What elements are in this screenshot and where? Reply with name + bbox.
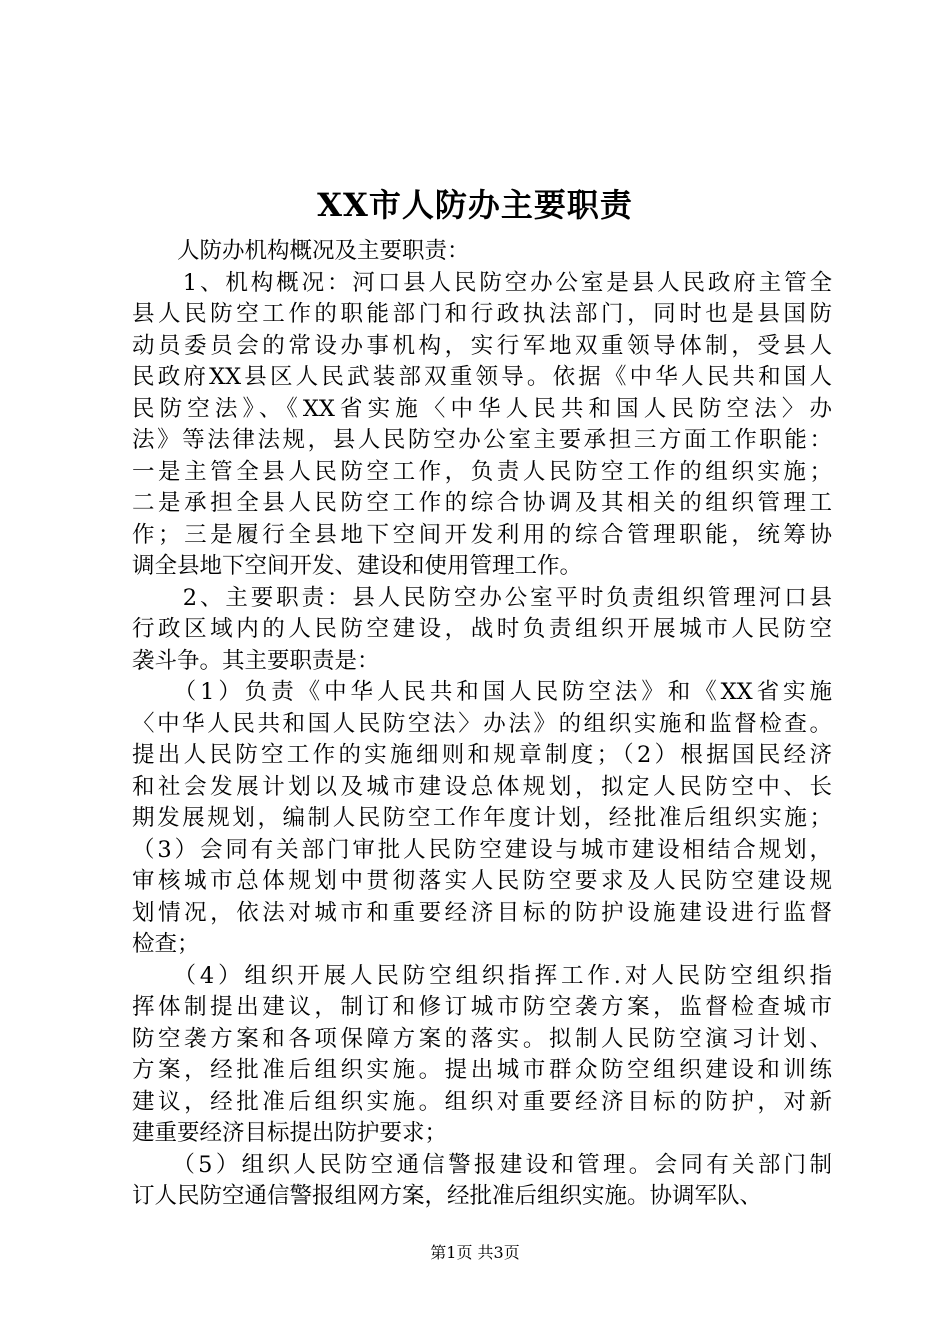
text-line: 行政区域内的人民防空建设，战时负责组织开展城市人民防空 (132, 616, 832, 642)
text-line: 和社会发展计划以及城市建设总体规划，拟定人民防空中、长 (132, 773, 832, 800)
text-line: 1、机构概况：河口县人民防空办公室是县人民政府主管全 (132, 269, 832, 296)
text-line: （1）负责《中华人民共和国人民防空法》和《XX省实施 (132, 679, 832, 705)
text-line: 袭斗争。其主要职责是： (132, 647, 380, 674)
text-line: 一是主管全县人民防空工作，负责人民防空工作的组织实施； (132, 458, 832, 485)
text-line: 民政府XX县区人民武装部双重领导。依据《中华人民共和国人 (132, 364, 832, 390)
text-line: 调全县地下空间开发、建设和使用管理工作。 (132, 553, 583, 579)
text-line: 人防办机构概况及主要职责： (132, 238, 470, 264)
page-footer: 第1页 共3页 (430, 1243, 520, 1262)
text-line: 2、主要职责：县人民防空办公室平时负责组织管理河口县 (132, 584, 832, 611)
text-line: 作；三是履行全县地下空间开发利用的综合管理职能，统筹协 (132, 521, 832, 548)
text-line: 防空袭方案和各项保障方案的落实。拟制人民防空演习计划、 (132, 1025, 832, 1052)
text-line: （3）会同有关部门审批人民防空建设与城市建设相结合规划， (132, 836, 832, 863)
text-line: 期发展规划，编制人民防空工作年度计划，经批准后组织实施； (132, 805, 832, 831)
text-line: 挥体制提出建议，制订和修订城市防空袭方案，监督检查城市 (132, 994, 832, 1020)
text-line: 县人民防空工作的职能部门和行政执法部门，同时也是县国防 (132, 301, 832, 327)
text-line: 审核城市总体规划中贯彻落实人民防空要求及人民防空建设规 (132, 868, 832, 894)
text-line: 方案，经批准后组织实施。提出城市群众防空组织建设和训练 (132, 1057, 832, 1083)
text-line: （4）组织开展人民防空组织指挥工作.对人民防空组织指 (132, 962, 832, 989)
text-line: （5）组织人民防空通信警报建设和管理。会同有关部门制 (132, 1151, 832, 1178)
text-line: 订人民防空通信警报组网方案，经批准后组织实施。协调军队、 (132, 1183, 763, 1209)
text-line: 动员委员会的常设办事机构，实行军地双重领导体制，受县人 (132, 332, 832, 359)
text-line: 检查； (132, 931, 200, 957)
document-body (132, 236, 832, 1213)
text-line: 法》等法律法规，县人民防空办公室主要承担三方面工作职能： (132, 427, 832, 453)
text-line: 提出人民防空工作的实施细则和规章制度；（2）根据国民经济 (132, 742, 832, 768)
text-line: 建重要经济目标提出防护要求； (132, 1120, 448, 1146)
text-line: 二是承担全县人民防空工作的综合协调及其相关的组织管理工 (132, 490, 832, 516)
text-line: 〈中华人民共和国人民防空法〉办法》的组织实施和监督检查。 (132, 710, 832, 737)
document-title: XX市人防办主要职责 (317, 186, 633, 224)
text-line: 民防空法》、《XX省实施〈中华人民共和国人民防空法〉办 (132, 395, 832, 422)
text-line: 建议，经批准后组织实施。组织对重要经济目标的防护，对新 (132, 1088, 832, 1115)
text-line: 划情况，依法对城市和重要经济目标的防护设施建设进行监督 (132, 899, 832, 926)
